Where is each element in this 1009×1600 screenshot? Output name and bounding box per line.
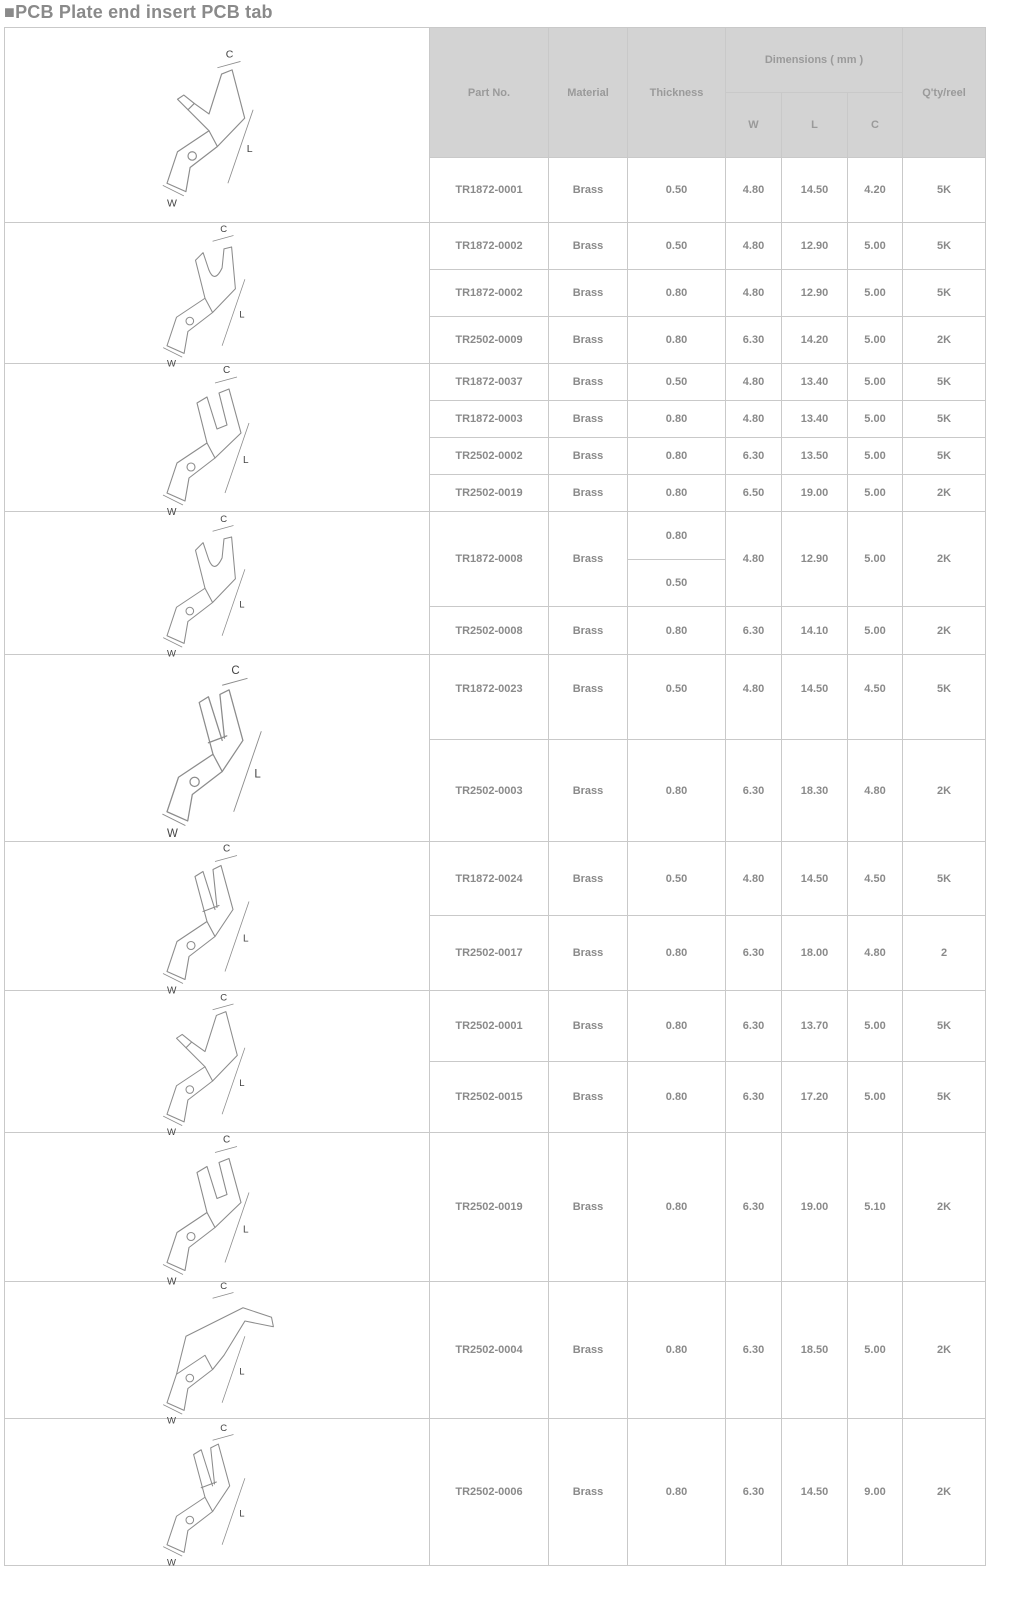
dimension-label: W (167, 827, 178, 840)
qty: 2K (903, 1419, 986, 1566)
dim-w: 6.30 (726, 607, 782, 655)
dim-l: 14.10 (782, 607, 848, 655)
part-number: TR2502-0019 (430, 1133, 549, 1282)
qty: 5K (903, 158, 986, 223)
thickness: 0.80 (628, 401, 726, 438)
header-c: C (848, 93, 903, 158)
header-qty: Q'ty/reel (903, 28, 986, 158)
material: Brass (549, 607, 628, 655)
dim-l: 12.90 (782, 270, 848, 317)
dim-l: 14.50 (782, 158, 848, 223)
dim-w: 6.30 (726, 317, 782, 364)
thickness: 0.80 (628, 438, 726, 475)
dim-c: 5.00 (848, 607, 903, 655)
thickness: 0.80 (628, 317, 726, 364)
dimension-label: L (239, 1507, 245, 1519)
dim-c: 5.00 (848, 401, 903, 438)
dimension-label: C (225, 47, 234, 60)
dim-w: 6.30 (726, 1133, 782, 1282)
dimension-label: L (243, 454, 249, 466)
dim-l: 19.00 (782, 1133, 848, 1282)
qty: 5K (903, 270, 986, 317)
material: Brass (549, 438, 628, 475)
drawing-cell (5, 364, 430, 518)
thickness: 0.80 (628, 1419, 726, 1566)
table-row (5, 991, 986, 1062)
dim-l: 14.50 (782, 1419, 848, 1566)
dim-w: 6.30 (726, 740, 782, 842)
drawing-cell (5, 28, 430, 223)
thickness: 0.80 (628, 916, 726, 991)
qty: 2K (903, 317, 986, 364)
drawing-cell (5, 512, 430, 660)
dim-c: 5.00 (848, 364, 903, 401)
part-number: TR1872-0008 (430, 512, 549, 607)
part-number: TR1872-0023 (430, 655, 549, 740)
header-part-no: Part No. (430, 28, 549, 158)
qty: 5K (903, 401, 986, 438)
table-row (5, 1282, 986, 1419)
table-row (5, 1419, 986, 1566)
dim-c: 5.10 (848, 1133, 903, 1282)
drawing-cell (5, 223, 430, 370)
dim-w: 4.80 (726, 655, 782, 740)
qty: 2K (903, 740, 986, 842)
material: Brass (549, 991, 628, 1062)
tab-type-10-drawing (7, 1421, 427, 1569)
dim-c: 4.20 (848, 158, 903, 223)
dimension-label: W (167, 506, 177, 518)
part-number: TR2502-0002 (430, 438, 549, 475)
part-number: TR1872-0002 (430, 223, 549, 270)
tab-outline (163, 223, 245, 369)
tab-outline (163, 48, 253, 209)
dim-l: 14.20 (782, 317, 848, 364)
dim-w: 6.30 (726, 1419, 782, 1566)
dimension-label: W (167, 648, 176, 660)
dim-l: 19.00 (782, 475, 848, 512)
tab-outline (163, 992, 245, 1138)
material: Brass (549, 158, 628, 223)
dim-l: 13.50 (782, 438, 848, 475)
dim-l: 12.90 (782, 512, 848, 607)
thickness: 0.80 (628, 1062, 726, 1133)
tab-outline (163, 513, 245, 659)
dim-w: 6.50 (726, 475, 782, 512)
tab-type-9-drawing (7, 1280, 427, 1427)
dimension-label: C (220, 223, 228, 235)
thickness: 0.80 (628, 1133, 726, 1282)
dim-w: 6.30 (726, 991, 782, 1062)
tab-type-5-drawing (7, 657, 427, 840)
tab-type-6-drawing (7, 843, 427, 996)
part-number: TR1872-0024 (430, 842, 549, 916)
dim-l: 17.20 (782, 1062, 848, 1133)
dimension-label: C (220, 991, 228, 1003)
part-number: TR1872-0001 (430, 158, 549, 223)
drawing-cell (5, 1133, 430, 1287)
qty: 5K (903, 842, 986, 916)
dimension-label: C (223, 843, 231, 854)
dim-w: 6.30 (726, 438, 782, 475)
table-row (5, 655, 986, 740)
dim-c: 4.50 (848, 842, 903, 916)
part-number: TR2502-0003 (430, 740, 549, 842)
material: Brass (549, 317, 628, 364)
dimension-label: W (167, 358, 176, 370)
dim-l: 18.00 (782, 916, 848, 991)
dimension-label: C (223, 364, 231, 376)
part-number: TR2502-0001 (430, 991, 549, 1062)
dimension-label: L (239, 308, 245, 320)
part-number: TR2502-0017 (430, 916, 549, 991)
dimension-label: W (167, 196, 177, 209)
material: Brass (549, 1062, 628, 1133)
material: Brass (549, 512, 628, 607)
thickness: 0.50 (628, 560, 726, 607)
qty: 2K (903, 475, 986, 512)
drawing-cell (5, 991, 430, 1138)
qty: 5K (903, 364, 986, 401)
material: Brass (549, 401, 628, 438)
dimension-label: W (167, 985, 177, 996)
tab-type-7-drawing (7, 991, 427, 1138)
tab-type-2-drawing (7, 223, 427, 370)
dim-c: 4.80 (848, 916, 903, 991)
dimension-label: W (167, 1276, 177, 1287)
dim-l: 18.50 (782, 1282, 848, 1419)
header-thickness: Thickness (628, 28, 726, 158)
tab-outline (163, 1280, 273, 1426)
table-row (5, 364, 986, 401)
thickness: 0.80 (628, 270, 726, 317)
qty: 5K (903, 991, 986, 1062)
part-number: TR1872-0037 (430, 364, 549, 401)
dim-l: 13.40 (782, 401, 848, 438)
qty: 2 (903, 916, 986, 991)
header-row (5, 28, 986, 93)
material: Brass (549, 1133, 628, 1282)
tab-type-4-drawing (7, 513, 427, 660)
thickness: 0.80 (628, 1282, 726, 1419)
dimension-label: L (239, 1365, 245, 1377)
drawing-cell (5, 1419, 430, 1569)
thickness: 0.50 (628, 655, 726, 740)
dim-w: 6.30 (726, 916, 782, 991)
header-dimensions: Dimensions ( mm ) (726, 28, 903, 93)
dim-c: 5.00 (848, 475, 903, 512)
dim-c: 5.00 (848, 1062, 903, 1133)
page-title: ■PCB Plate end insert PCB tab (4, 2, 273, 22)
dim-w: 4.80 (726, 401, 782, 438)
dim-l: 18.30 (782, 740, 848, 842)
dim-w: 6.30 (726, 1282, 782, 1419)
dimension-label: L (246, 142, 253, 155)
material: Brass (549, 270, 628, 317)
dim-l: 12.90 (782, 223, 848, 270)
part-number: TR2502-0009 (430, 317, 549, 364)
dimension-label: C (220, 513, 228, 525)
dim-w: 6.30 (726, 1062, 782, 1133)
dim-c: 5.00 (848, 512, 903, 607)
tab-outline (163, 1134, 249, 1287)
tab-outline (163, 843, 249, 996)
dimension-label: L (243, 1224, 249, 1235)
qty: 5K (903, 655, 986, 740)
tab-outline (162, 664, 261, 839)
thickness: 0.50 (628, 364, 726, 401)
thickness: 0.50 (628, 842, 726, 916)
dim-w: 4.80 (726, 270, 782, 317)
material: Brass (549, 842, 628, 916)
table-row (5, 1133, 986, 1282)
part-number: TR2502-0008 (430, 607, 549, 655)
thickness: 0.80 (628, 512, 726, 560)
table-row (5, 512, 986, 560)
spec-table (4, 27, 986, 1569)
dimension-label: C (231, 664, 240, 677)
dim-w: 4.80 (726, 364, 782, 401)
material: Brass (549, 916, 628, 991)
dim-w: 4.80 (726, 842, 782, 916)
table-row (5, 223, 986, 270)
thickness: 0.80 (628, 991, 726, 1062)
dimension-label: W (167, 1557, 176, 1569)
dim-l: 14.50 (782, 655, 848, 740)
qty: 2K (903, 607, 986, 655)
qty: 5K (903, 1062, 986, 1133)
part-number: TR2502-0004 (430, 1282, 549, 1419)
dim-c: 5.00 (848, 438, 903, 475)
dimension-label: C (220, 1280, 228, 1292)
dim-c: 5.00 (848, 317, 903, 364)
material: Brass (549, 740, 628, 842)
dim-c: 4.80 (848, 740, 903, 842)
material: Brass (549, 655, 628, 740)
qty: 2K (903, 1133, 986, 1282)
dim-l: 13.40 (782, 364, 848, 401)
dim-w: 4.80 (726, 512, 782, 607)
material: Brass (549, 1282, 628, 1419)
drawing-cell (5, 1280, 430, 1427)
tab-outline (163, 1422, 245, 1568)
dimension-label: L (239, 1077, 245, 1089)
thickness: 0.80 (628, 475, 726, 512)
thickness: 0.80 (628, 607, 726, 655)
part-number: TR1872-0002 (430, 270, 549, 317)
dimension-label: W (167, 1415, 176, 1427)
material: Brass (549, 364, 628, 401)
material: Brass (549, 475, 628, 512)
dim-c: 4.50 (848, 655, 903, 740)
tab-type-3-drawing (7, 364, 427, 518)
header-material: Material (549, 28, 628, 158)
part-number: TR2502-0006 (430, 1419, 549, 1566)
dimension-label: L (243, 933, 249, 944)
dim-c: 9.00 (848, 1419, 903, 1566)
part-number: TR1872-0003 (430, 401, 549, 438)
qty: 5K (903, 223, 986, 270)
material: Brass (549, 223, 628, 270)
thickness: 0.50 (628, 223, 726, 270)
dim-w: 4.80 (726, 158, 782, 223)
tab-outline (163, 365, 249, 518)
drawing-cell (5, 842, 430, 996)
dim-l: 14.50 (782, 842, 848, 916)
tab-type-8-drawing (7, 1134, 427, 1287)
dimension-label: W (167, 1126, 176, 1138)
dim-c: 5.00 (848, 991, 903, 1062)
table-row (5, 842, 986, 916)
qty: 2K (903, 512, 986, 607)
dim-c: 5.00 (848, 1282, 903, 1419)
part-number: TR2502-0015 (430, 1062, 549, 1133)
thickness: 0.80 (628, 740, 726, 842)
header-w: W (726, 93, 782, 158)
dimension-label: L (239, 598, 245, 610)
dim-c: 5.00 (848, 270, 903, 317)
qty: 2K (903, 1282, 986, 1419)
dim-c: 5.00 (848, 223, 903, 270)
dimension-label: L (254, 767, 261, 780)
drawing-cell (5, 655, 430, 842)
dimension-label: C (223, 1134, 231, 1145)
header-l: L (782, 93, 848, 158)
material: Brass (549, 1419, 628, 1566)
part-number: TR2502-0019 (430, 475, 549, 512)
dimension-label: C (220, 1422, 228, 1434)
dim-w: 4.80 (726, 223, 782, 270)
qty: 5K (903, 438, 986, 475)
tab-type-1-drawing (7, 30, 427, 221)
dim-l: 13.70 (782, 991, 848, 1062)
thickness: 0.50 (628, 158, 726, 223)
